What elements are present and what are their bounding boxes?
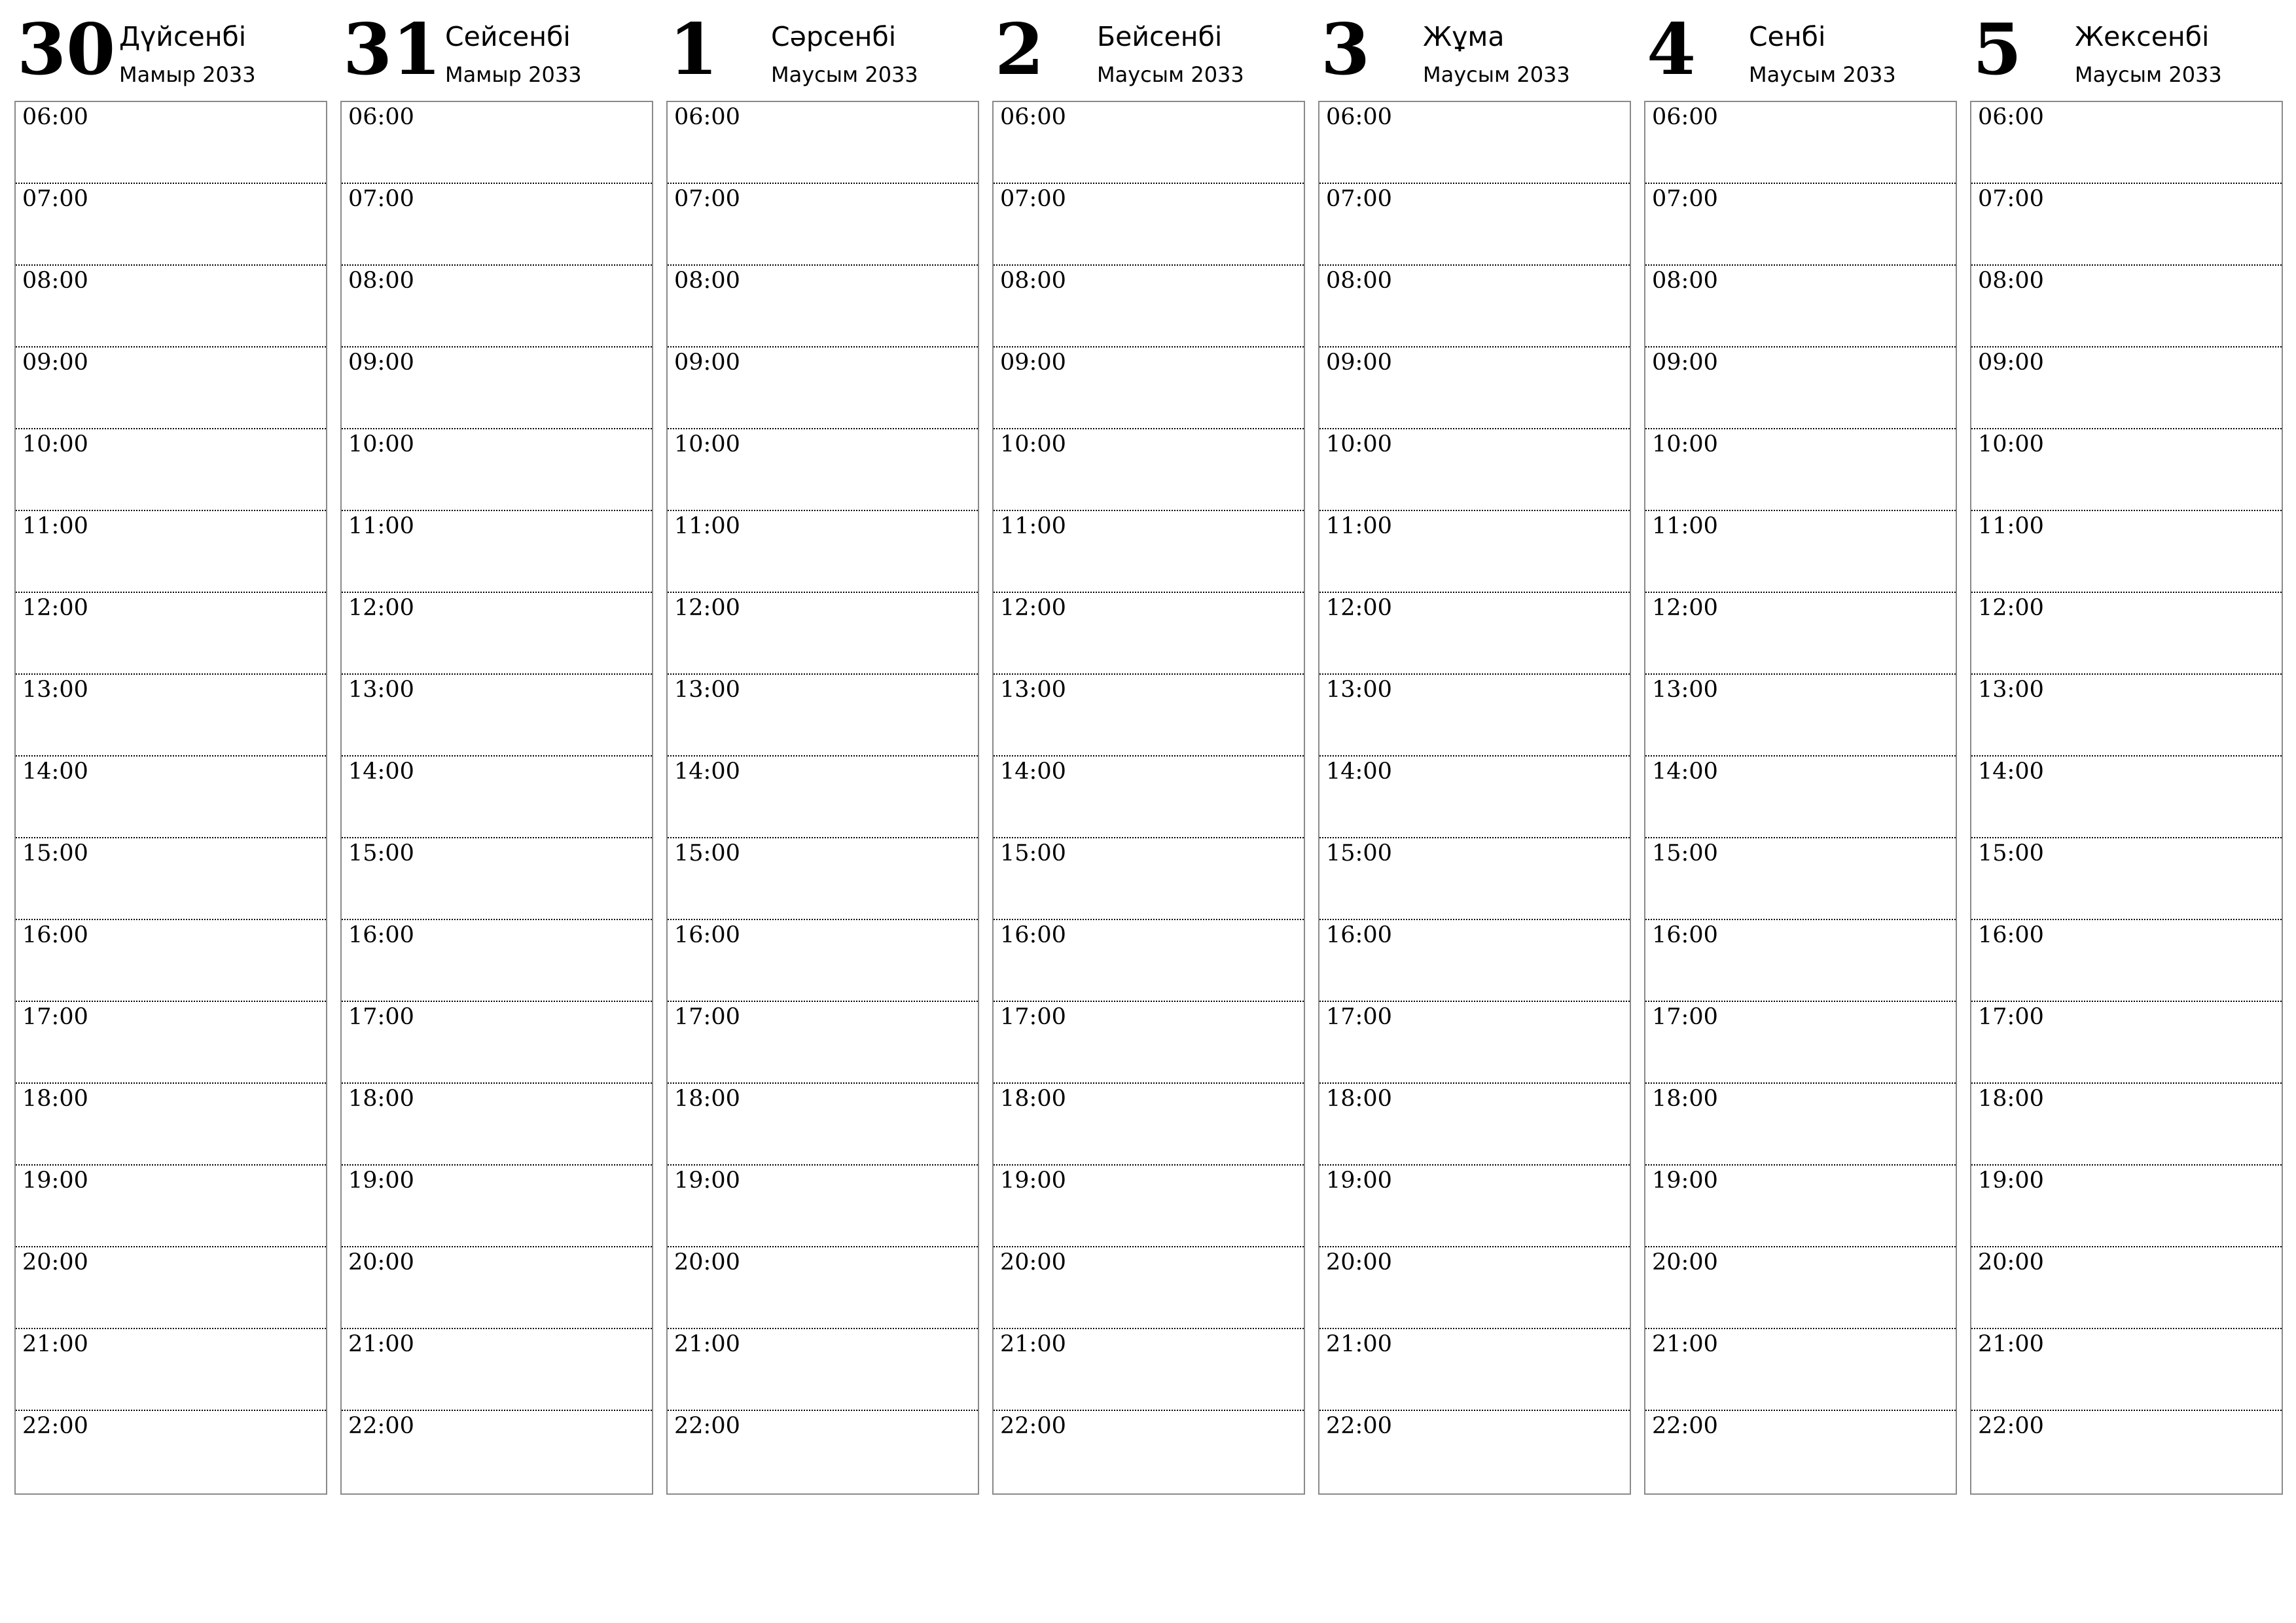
hour-slot[interactable] xyxy=(1971,511,2282,593)
weekday-name: Бейсенбі xyxy=(1097,21,1223,52)
hour-label: 11:00 xyxy=(348,513,414,539)
hour-slot[interactable] xyxy=(668,1002,978,1084)
hour-slot[interactable] xyxy=(1971,1084,2282,1166)
day-number: 3 xyxy=(1321,9,1371,91)
hour-label: 07:00 xyxy=(22,186,88,212)
hour-label: 19:00 xyxy=(22,1168,88,1194)
hour-slot[interactable] xyxy=(668,184,978,266)
hour-slot[interactable] xyxy=(1319,593,1630,675)
hour-label: 19:00 xyxy=(348,1168,414,1194)
hour-slot[interactable] xyxy=(342,511,652,593)
hour-slot[interactable] xyxy=(342,102,652,184)
hour-label: 06:00 xyxy=(1326,104,1392,130)
hour-label: 14:00 xyxy=(1978,758,2044,785)
hour-slot[interactable] xyxy=(16,348,326,429)
hour-label: 11:00 xyxy=(1000,513,1066,539)
hour-slot[interactable] xyxy=(1971,266,2282,348)
hour-slots xyxy=(342,102,652,1493)
hour-slot[interactable] xyxy=(1319,184,1630,266)
hour-label: 12:00 xyxy=(1978,595,2044,621)
hour-label: 06:00 xyxy=(1978,104,2044,130)
hour-slot[interactable] xyxy=(342,593,652,675)
day-column xyxy=(1318,0,1631,1439)
hour-label: 10:00 xyxy=(1326,431,1392,457)
hour-label: 08:00 xyxy=(348,268,414,294)
hour-slot[interactable] xyxy=(994,675,1304,757)
hour-label: 08:00 xyxy=(1652,268,1718,294)
hour-slot[interactable] xyxy=(668,1247,978,1329)
hour-label: 21:00 xyxy=(348,1331,414,1357)
hour-slot[interactable] xyxy=(1971,1166,2282,1247)
hour-slot[interactable] xyxy=(342,675,652,757)
month-year: Мамыр 2033 xyxy=(445,62,582,87)
hour-label: 13:00 xyxy=(348,677,414,703)
hour-label: 13:00 xyxy=(1326,677,1392,703)
hour-label: 13:00 xyxy=(22,677,88,703)
hour-label: 21:00 xyxy=(1978,1331,2044,1357)
hour-label: 17:00 xyxy=(1326,1004,1392,1030)
hour-label: 09:00 xyxy=(1978,349,2044,376)
hour-slot[interactable] xyxy=(668,1411,978,1493)
hour-slot[interactable] xyxy=(342,838,652,920)
hour-slot[interactable] xyxy=(1645,102,1956,184)
hour-slots xyxy=(668,102,978,1493)
hour-slot[interactable] xyxy=(994,1329,1304,1411)
hour-label: 15:00 xyxy=(1000,840,1066,866)
hour-slots xyxy=(1645,102,1956,1493)
hour-slot[interactable] xyxy=(668,838,978,920)
hour-slot[interactable] xyxy=(16,266,326,348)
hour-slot[interactable] xyxy=(16,1166,326,1247)
hour-label: 18:00 xyxy=(1652,1086,1718,1112)
day-number: 30 xyxy=(17,9,116,91)
hour-label: 14:00 xyxy=(1652,758,1718,785)
hour-slot[interactable] xyxy=(16,1002,326,1084)
hour-label: 11:00 xyxy=(674,513,740,539)
hour-label: 12:00 xyxy=(22,595,88,621)
hour-slot[interactable] xyxy=(342,1247,652,1329)
day-schedule-box xyxy=(1970,101,2283,1495)
hour-slot[interactable] xyxy=(1645,920,1956,1002)
hour-label: 20:00 xyxy=(674,1249,740,1275)
hour-label: 15:00 xyxy=(22,840,88,866)
hour-label: 08:00 xyxy=(1978,268,2044,294)
hour-slot[interactable] xyxy=(668,593,978,675)
hour-label: 20:00 xyxy=(348,1249,414,1275)
hour-label: 19:00 xyxy=(1978,1168,2044,1194)
hour-slots xyxy=(994,102,1304,1493)
hour-slot[interactable] xyxy=(1645,675,1956,757)
hour-slot[interactable] xyxy=(16,593,326,675)
hour-label: 16:00 xyxy=(1326,922,1392,948)
hour-label: 11:00 xyxy=(1326,513,1392,539)
hour-slot[interactable] xyxy=(1319,675,1630,757)
hour-label: 21:00 xyxy=(674,1331,740,1357)
hour-label: 13:00 xyxy=(1652,677,1718,703)
hour-label: 18:00 xyxy=(1326,1086,1392,1112)
hour-label: 07:00 xyxy=(1326,186,1392,212)
hour-slot[interactable] xyxy=(1319,266,1630,348)
hour-slot[interactable] xyxy=(668,1084,978,1166)
day-column xyxy=(340,0,653,1439)
hour-slot[interactable] xyxy=(994,348,1304,429)
hour-label: 16:00 xyxy=(1978,922,2044,948)
hour-slot[interactable] xyxy=(16,1329,326,1411)
hour-label: 18:00 xyxy=(674,1086,740,1112)
month-year: Маусым 2033 xyxy=(1097,62,1244,87)
hour-slot[interactable] xyxy=(1319,1166,1630,1247)
hour-label: 20:00 xyxy=(1326,1249,1392,1275)
hour-label: 19:00 xyxy=(1000,1168,1066,1194)
day-number: 1 xyxy=(669,9,719,91)
hour-label: 06:00 xyxy=(1000,104,1066,130)
hour-slot[interactable] xyxy=(668,675,978,757)
hour-label: 22:00 xyxy=(1000,1413,1066,1439)
hour-slot[interactable] xyxy=(1319,348,1630,429)
hour-label: 10:00 xyxy=(1978,431,2044,457)
hour-slot[interactable] xyxy=(1319,757,1630,838)
hour-slot[interactable] xyxy=(1971,102,2282,184)
hour-slot[interactable] xyxy=(1319,511,1630,593)
hour-slot[interactable] xyxy=(994,266,1304,348)
month-year: Маусым 2033 xyxy=(1749,62,1896,87)
hour-label: 11:00 xyxy=(22,513,88,539)
hour-slot[interactable] xyxy=(994,429,1304,511)
hour-slot[interactable] xyxy=(668,102,978,184)
hour-slot[interactable] xyxy=(994,838,1304,920)
hour-label: 16:00 xyxy=(1652,922,1718,948)
hour-slot[interactable] xyxy=(16,1411,326,1493)
hour-slot[interactable] xyxy=(994,1411,1304,1493)
hour-label: 08:00 xyxy=(1326,268,1392,294)
hour-slot[interactable] xyxy=(16,102,326,184)
hour-label: 14:00 xyxy=(674,758,740,785)
hour-label: 12:00 xyxy=(674,595,740,621)
hour-slot[interactable] xyxy=(342,1166,652,1247)
hour-slot[interactable] xyxy=(16,1247,326,1329)
hour-label: 09:00 xyxy=(348,349,414,376)
hour-slot[interactable] xyxy=(668,348,978,429)
hour-slot[interactable] xyxy=(16,429,326,511)
hour-slot[interactable] xyxy=(342,1411,652,1493)
hour-slot[interactable] xyxy=(342,266,652,348)
hour-slot[interactable] xyxy=(1645,1002,1956,1084)
day-schedule-box xyxy=(1644,101,1957,1495)
hour-slot[interactable] xyxy=(1645,511,1956,593)
hour-slot[interactable] xyxy=(1971,838,2282,920)
day-column xyxy=(992,0,1305,1439)
hour-label: 16:00 xyxy=(674,922,740,948)
hour-slot[interactable] xyxy=(994,102,1304,184)
hour-slot[interactable] xyxy=(342,184,652,266)
hour-label: 16:00 xyxy=(1000,922,1066,948)
hour-slot[interactable] xyxy=(1971,757,2282,838)
hour-label: 17:00 xyxy=(1000,1004,1066,1030)
hour-slot[interactable] xyxy=(668,757,978,838)
hour-label: 16:00 xyxy=(22,922,88,948)
hour-slot[interactable] xyxy=(1645,1084,1956,1166)
month-year: Маусым 2033 xyxy=(2075,62,2222,87)
hour-slot[interactable] xyxy=(1645,429,1956,511)
hour-label: 07:00 xyxy=(1978,186,2044,212)
hour-label: 20:00 xyxy=(1978,1249,2044,1275)
month-year: Маусым 2033 xyxy=(771,62,918,87)
hour-label: 15:00 xyxy=(1326,840,1392,866)
hour-label: 17:00 xyxy=(348,1004,414,1030)
hour-label: 15:00 xyxy=(1652,840,1718,866)
hour-label: 18:00 xyxy=(348,1086,414,1112)
hour-label: 13:00 xyxy=(1000,677,1066,703)
weekday-name: Жұма xyxy=(1423,21,1505,52)
hour-label: 11:00 xyxy=(1652,513,1718,539)
hour-slot[interactable] xyxy=(994,1084,1304,1166)
hour-slots xyxy=(1319,102,1630,1493)
day-column xyxy=(1970,0,2283,1439)
hour-slot[interactable] xyxy=(1319,1247,1630,1329)
hour-slot[interactable] xyxy=(1971,1002,2282,1084)
hour-label: 22:00 xyxy=(348,1413,414,1439)
hour-slot[interactable] xyxy=(994,920,1304,1002)
hour-slot[interactable] xyxy=(994,511,1304,593)
hour-label: 20:00 xyxy=(22,1249,88,1275)
hour-label: 07:00 xyxy=(1652,186,1718,212)
hour-slot[interactable] xyxy=(16,757,326,838)
hour-label: 09:00 xyxy=(674,349,740,376)
hour-label: 18:00 xyxy=(1978,1086,2044,1112)
hour-label: 21:00 xyxy=(1326,1331,1392,1357)
hour-slot[interactable] xyxy=(1645,1247,1956,1329)
hour-label: 22:00 xyxy=(22,1413,88,1439)
hour-slot[interactable] xyxy=(668,511,978,593)
hour-slot[interactable] xyxy=(994,757,1304,838)
hour-slot[interactable] xyxy=(994,1166,1304,1247)
hour-slot[interactable] xyxy=(16,675,326,757)
weekday-name: Сенбі xyxy=(1749,21,1826,52)
hour-label: 06:00 xyxy=(1652,104,1718,130)
hour-label: 15:00 xyxy=(674,840,740,866)
hour-slot[interactable] xyxy=(1319,1002,1630,1084)
hour-slot[interactable] xyxy=(994,1002,1304,1084)
hour-slot[interactable] xyxy=(16,838,326,920)
hour-label: 09:00 xyxy=(1326,349,1392,376)
hour-label: 21:00 xyxy=(1652,1331,1718,1357)
hour-label: 17:00 xyxy=(22,1004,88,1030)
hour-slot[interactable] xyxy=(1971,593,2282,675)
hour-slot[interactable] xyxy=(342,1329,652,1411)
hour-slot[interactable] xyxy=(1645,1411,1956,1493)
hour-slot[interactable] xyxy=(16,920,326,1002)
hour-label: 13:00 xyxy=(1978,677,2044,703)
hour-slot[interactable] xyxy=(668,266,978,348)
hour-label: 10:00 xyxy=(674,431,740,457)
hour-label: 07:00 xyxy=(674,186,740,212)
hour-label: 09:00 xyxy=(1652,349,1718,376)
day-schedule-box xyxy=(1318,101,1631,1495)
day-header xyxy=(992,0,1305,101)
hour-slot[interactable] xyxy=(1971,1247,2282,1329)
hour-label: 07:00 xyxy=(348,186,414,212)
hour-slot[interactable] xyxy=(1319,838,1630,920)
hour-label: 10:00 xyxy=(348,431,414,457)
day-number: 31 xyxy=(343,9,442,91)
hour-label: 10:00 xyxy=(22,431,88,457)
hour-slot[interactable] xyxy=(1971,184,2282,266)
hour-label: 22:00 xyxy=(1978,1413,2044,1439)
hour-label: 22:00 xyxy=(1652,1413,1718,1439)
hour-slot[interactable] xyxy=(994,593,1304,675)
day-number: 4 xyxy=(1647,9,1696,91)
hour-label: 20:00 xyxy=(1652,1249,1718,1275)
hour-slot[interactable] xyxy=(342,1084,652,1166)
hour-label: 10:00 xyxy=(1000,431,1066,457)
hour-label: 21:00 xyxy=(1000,1331,1066,1357)
hour-label: 17:00 xyxy=(674,1004,740,1030)
hour-label: 17:00 xyxy=(1652,1004,1718,1030)
hour-label: 19:00 xyxy=(674,1168,740,1194)
hour-label: 08:00 xyxy=(22,268,88,294)
hour-slot[interactable] xyxy=(1971,920,2282,1002)
day-header xyxy=(1318,0,1631,101)
hour-label: 21:00 xyxy=(22,1331,88,1357)
hour-slots xyxy=(1971,102,2282,1493)
hour-slot[interactable] xyxy=(342,920,652,1002)
hour-label: 20:00 xyxy=(1000,1249,1066,1275)
hour-label: 19:00 xyxy=(1652,1168,1718,1194)
hour-label: 12:00 xyxy=(1652,595,1718,621)
day-column xyxy=(1644,0,1957,1439)
hour-slot[interactable] xyxy=(1971,1329,2282,1411)
day-number: 5 xyxy=(1973,9,2022,91)
hour-label: 11:00 xyxy=(1978,513,2044,539)
hour-label: 09:00 xyxy=(22,349,88,376)
hour-slot[interactable] xyxy=(1645,593,1956,675)
hour-slot[interactable] xyxy=(668,429,978,511)
hour-slot[interactable] xyxy=(1645,1166,1956,1247)
hour-label: 12:00 xyxy=(348,595,414,621)
day-header xyxy=(666,0,979,101)
hour-slot[interactable] xyxy=(342,348,652,429)
hour-label: 14:00 xyxy=(22,758,88,785)
hour-label: 15:00 xyxy=(348,840,414,866)
month-year: Мамыр 2033 xyxy=(119,62,256,87)
hour-label: 17:00 xyxy=(1978,1004,2044,1030)
day-header xyxy=(1644,0,1957,101)
hour-label: 15:00 xyxy=(1978,840,2044,866)
weekday-name: Сейсенбі xyxy=(445,21,571,52)
day-column xyxy=(666,0,979,1439)
hour-label: 08:00 xyxy=(1000,268,1066,294)
hour-slot[interactable] xyxy=(994,1247,1304,1329)
hour-slot[interactable] xyxy=(342,429,652,511)
hour-slot[interactable] xyxy=(1645,757,1956,838)
weekday-name: Сәрсенбі xyxy=(771,21,897,52)
day-schedule-box xyxy=(14,101,327,1495)
day-schedule-box xyxy=(666,101,979,1495)
hour-label: 12:00 xyxy=(1000,595,1066,621)
hour-slot[interactable] xyxy=(16,1084,326,1166)
day-schedule-box xyxy=(340,101,653,1495)
hour-slot[interactable] xyxy=(668,1166,978,1247)
hour-slot[interactable] xyxy=(1645,184,1956,266)
hour-slot[interactable] xyxy=(16,184,326,266)
day-schedule-box xyxy=(992,101,1305,1495)
hour-slot[interactable] xyxy=(1319,1329,1630,1411)
hour-slot[interactable] xyxy=(1971,429,2282,511)
hour-label: 14:00 xyxy=(1000,758,1066,785)
hour-label: 16:00 xyxy=(348,922,414,948)
day-number: 2 xyxy=(995,9,1045,91)
hour-label: 10:00 xyxy=(1652,431,1718,457)
hour-label: 13:00 xyxy=(674,677,740,703)
hour-slot[interactable] xyxy=(342,757,652,838)
hour-label: 18:00 xyxy=(22,1086,88,1112)
hour-label: 07:00 xyxy=(1000,186,1066,212)
hour-slot[interactable] xyxy=(1971,675,2282,757)
hour-label: 22:00 xyxy=(1326,1413,1392,1439)
day-header xyxy=(14,0,327,101)
hour-label: 18:00 xyxy=(1000,1086,1066,1112)
hour-slot[interactable] xyxy=(668,1329,978,1411)
day-column xyxy=(14,0,327,1439)
hour-slot[interactable] xyxy=(16,511,326,593)
weekday-name: Жексенбі xyxy=(2075,21,2210,52)
month-year: Маусым 2033 xyxy=(1423,62,1570,87)
hour-slot[interactable] xyxy=(1319,1411,1630,1493)
hour-slot[interactable] xyxy=(1645,348,1956,429)
hour-label: 06:00 xyxy=(674,104,740,130)
hour-slot[interactable] xyxy=(1645,266,1956,348)
hour-slot[interactable] xyxy=(1319,920,1630,1002)
hour-label: 06:00 xyxy=(348,104,414,130)
hour-label: 08:00 xyxy=(674,268,740,294)
hour-label: 12:00 xyxy=(1326,595,1392,621)
day-header xyxy=(1970,0,2283,101)
hour-label: 22:00 xyxy=(674,1413,740,1439)
hour-slot[interactable] xyxy=(994,184,1304,266)
hour-slot[interactable] xyxy=(342,1002,652,1084)
hour-slot[interactable] xyxy=(1319,429,1630,511)
hour-label: 14:00 xyxy=(348,758,414,785)
hour-slot[interactable] xyxy=(1319,102,1630,184)
hour-slots xyxy=(16,102,326,1493)
hour-slot[interactable] xyxy=(1971,348,2282,429)
hour-label: 09:00 xyxy=(1000,349,1066,376)
hour-slot[interactable] xyxy=(668,920,978,1002)
day-header xyxy=(340,0,653,101)
hour-slot[interactable] xyxy=(1645,838,1956,920)
hour-label: 06:00 xyxy=(22,104,88,130)
hour-slot[interactable] xyxy=(1645,1329,1956,1411)
hour-slot[interactable] xyxy=(1319,1084,1630,1166)
hour-label: 14:00 xyxy=(1326,758,1392,785)
weekday-name: Дүйсенбі xyxy=(119,21,247,52)
hour-label: 19:00 xyxy=(1326,1168,1392,1194)
hour-slot[interactable] xyxy=(1971,1411,2282,1493)
